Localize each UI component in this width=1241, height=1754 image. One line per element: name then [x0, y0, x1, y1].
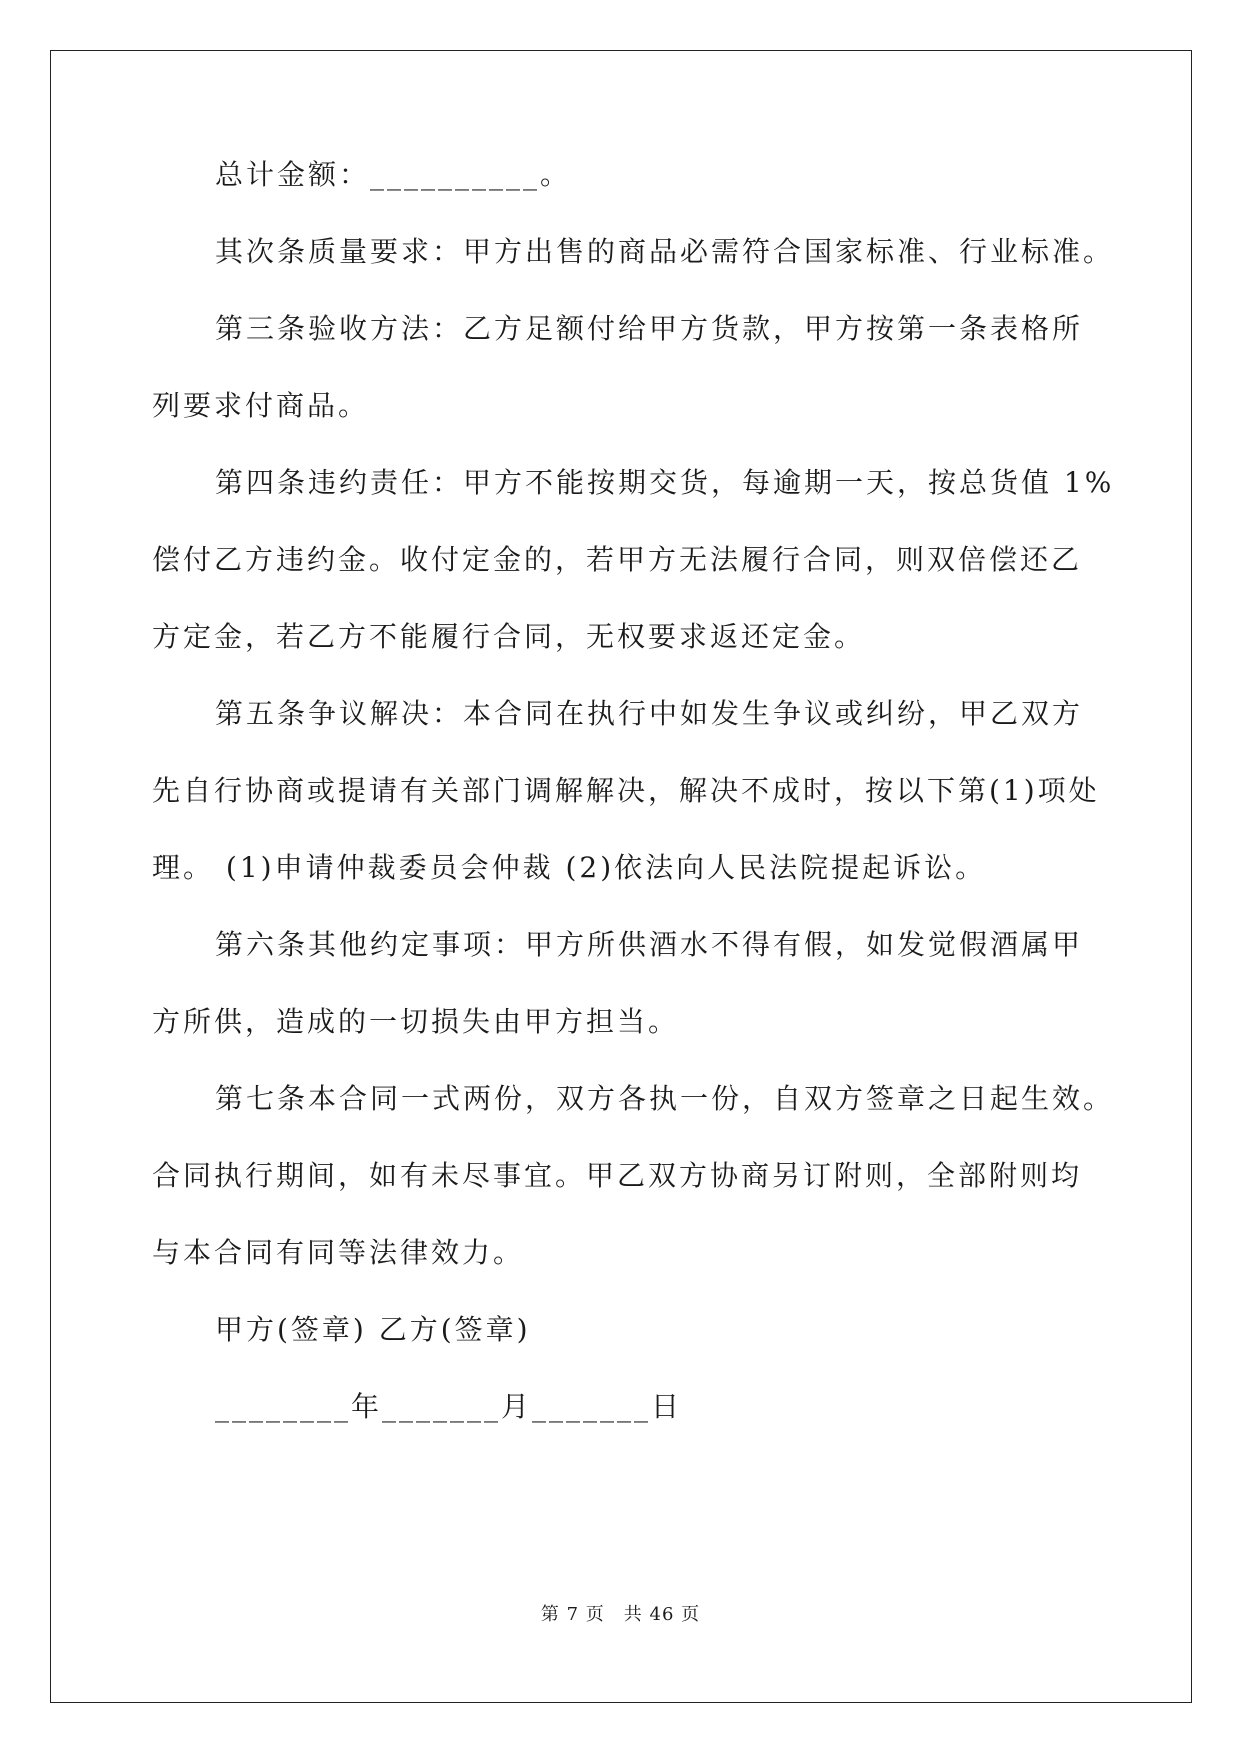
article-4-liability-cont-1: 偿付乙方违约金。收付定金的，若甲方无法履行合同，则双倍偿还乙 [152, 543, 1083, 576]
article-3-acceptance: 第三条验收方法：乙方足额付给甲方货款，甲方按第一条表格所 [215, 312, 1084, 345]
article-3-acceptance-cont: 列要求付商品。 [152, 389, 370, 422]
article-4-liability-cont-2: 方定金，若乙方不能履行合同，无权要求返还定金。 [152, 620, 866, 653]
total-amount-line: 总计金额：__________。 [215, 158, 572, 191]
page-number: 第 7 页 共 46 页 [540, 1604, 701, 1625]
signature-line: 甲方(签章) 乙方(签章) [215, 1313, 531, 1346]
article-5-dispute: 第五条争议解决：本合同在执行中如发生争议或纠纷，甲乙双方 [215, 697, 1084, 730]
article-6-other: 第六条其他约定事项：甲方所供酒水不得有假，如发觉假酒属甲 [215, 928, 1084, 961]
article-6-other-cont: 方所供，造成的一切损失由甲方担当。 [152, 1005, 680, 1038]
article-5-dispute-cont-2: 理。 (1)申请仲裁委员会仲裁 (2)依法向人民法院提起诉讼。 [152, 851, 987, 884]
article-4-liability: 第四条违约责任：甲方不能按期交货，每逾期一天，按总货值 1% [215, 466, 1115, 499]
date-line: ________年_______月_______日 [215, 1390, 683, 1423]
document-body [152, 158, 1115, 1469]
article-7-effect: 第七条本合同一式两份，双方各执一份，自双方签章之日起生效。 [215, 1082, 1115, 1115]
article-2-quality: 其次条质量要求：甲方出售的商品必需符合国家标准、行业标准。 [215, 235, 1115, 268]
article-5-dispute-cont-1: 先自行协商或提请有关部门调解解决，解决不成时，按以下第(1)项处 [152, 774, 1100, 807]
article-7-effect-cont-2: 与本合同有同等法律效力。 [152, 1236, 525, 1269]
article-7-effect-cont-1: 合同执行期间，如有未尽事宜。甲乙双方协商另订附则，全部附则均 [152, 1159, 1083, 1192]
